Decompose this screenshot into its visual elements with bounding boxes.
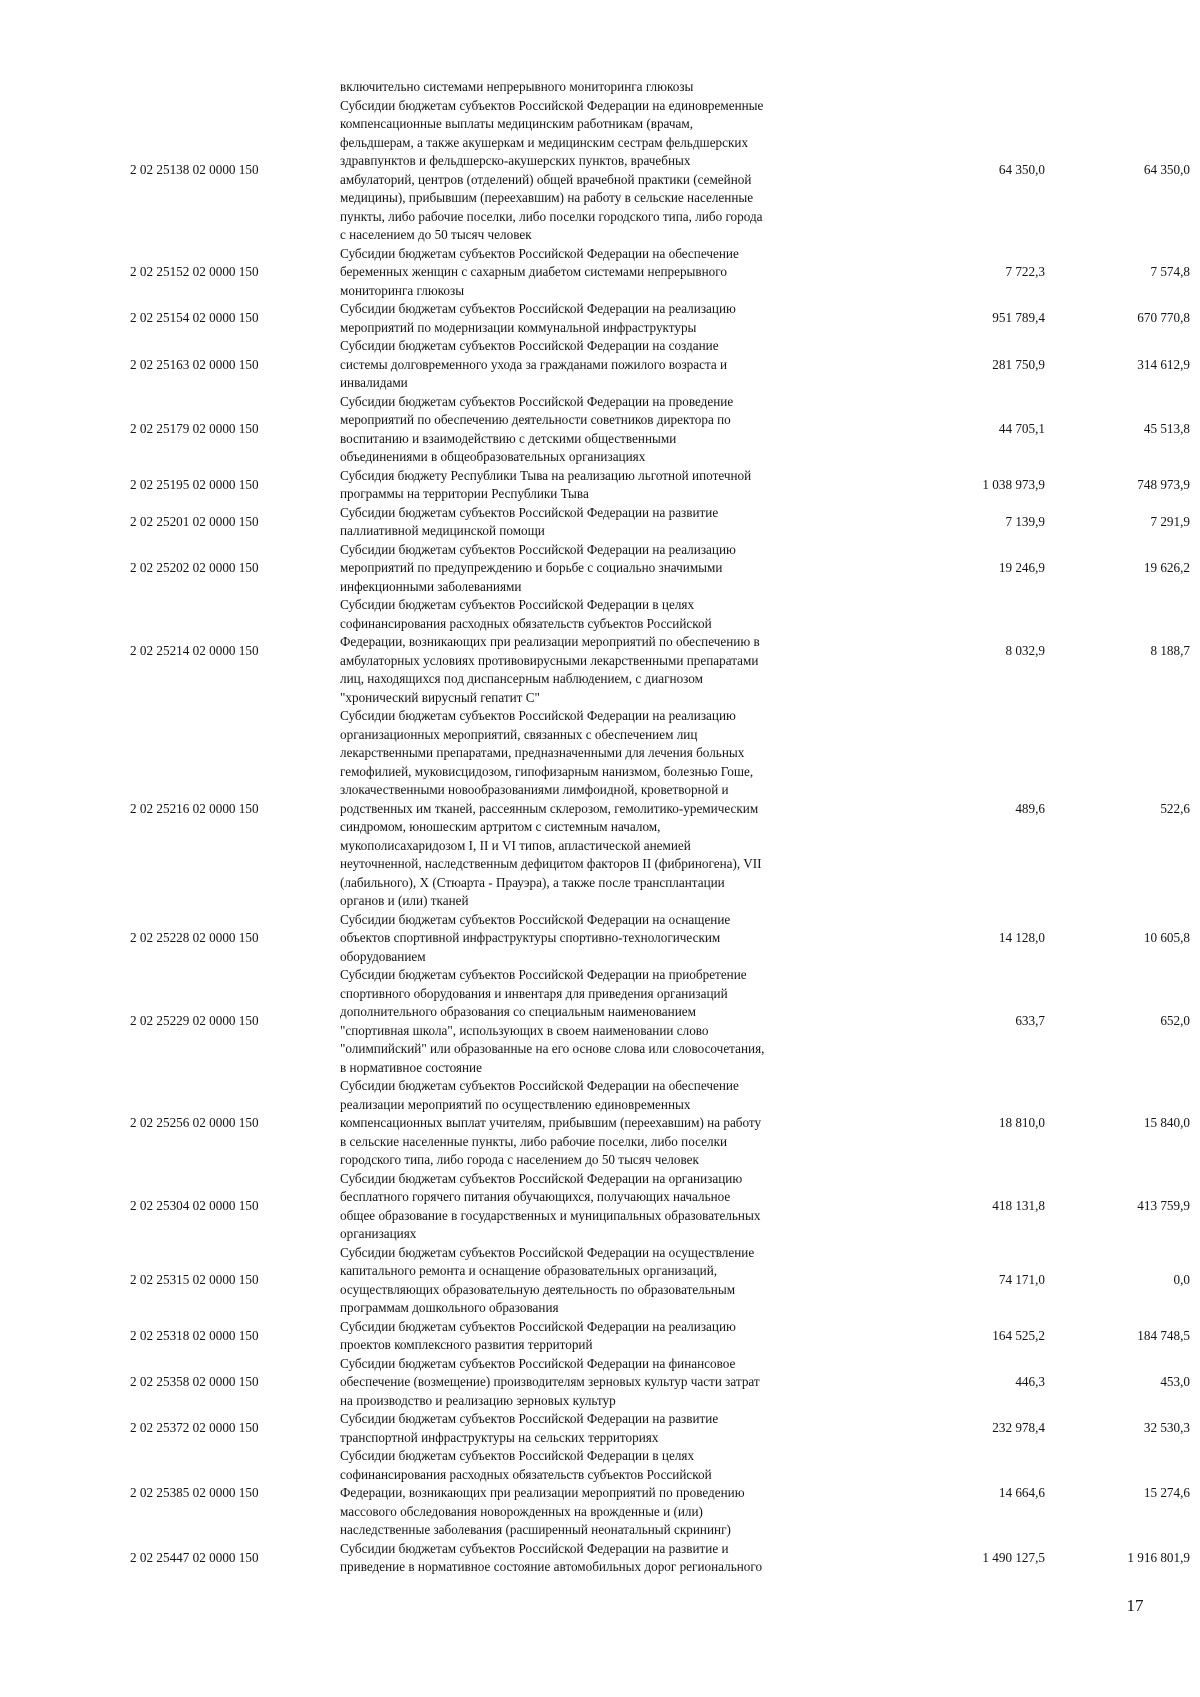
description-line: бесплатного горячего питания обучающихся, получающих начальное [340,1189,731,1204]
description-line: синдромом, юношеским артритом с системным началом, [340,819,661,834]
amount-year-1: 14 664,6 [998,1485,1045,1500]
table-row [130,504,1190,541]
amount-year-2: 1 916 801,9 [1127,1549,1190,1565]
description-line: программы на территории Республики Тыва [340,486,589,501]
amount-year-1: 8 032,9 [1005,643,1045,659]
description-line: объединениями в общеобразовательных организациях [340,449,646,464]
table-row [130,541,1190,597]
description-line: паллиативной медицинской помощи [340,523,545,538]
amount-year-1: 64 350,0 [998,162,1045,178]
budget-code: 2 02 25229 02 0000 150 [130,1013,259,1029]
description-line: Субсидии бюджетам субъектов Российской Федерации на обеспечение [340,1078,739,1093]
description-line: "спортивная школа", использующих в своем наименовании слово [340,1022,709,1038]
description-line: Субсидия бюджету Республики Тыва на реализацию льготной ипотечной [340,467,752,483]
description-line: объектов спортивной инфраструктуры спортивно-технологическим [340,930,721,945]
description-line: наследственные заболевания (расширенный неонатальный скрининг) [340,1522,731,1537]
table-row [130,1410,1190,1447]
description-line: (лабильного), X (Стюарта - Прауэра), а также после трансплантации [340,874,725,890]
description-line: родственных им тканей, рассеянным склерозом, гемолитико-уремическим [340,800,759,816]
budget-code: 2 02 25256 02 0000 150 [130,1115,259,1130]
description-line: "хронический вирусный гепатит С" [340,689,540,705]
description-line: Субсидии бюджетам субъектов Российской Федерации на проведение [340,393,734,409]
page-number: 17 [1126,1596,1144,1615]
description-line: организациях [340,1226,417,1241]
amount-year-2: 0,0 [1173,1272,1190,1288]
amount-year-1: 489,6 [1015,800,1045,816]
description-line: массового обследования новорожденных на врожденные и (или) [340,1503,703,1519]
description-line: Субсидии бюджетам субъектов Российской Федерации на создание [340,338,719,353]
table-row [130,1540,1190,1577]
table-row [130,245,1190,301]
description-line: Федерации, возникающих при реализации мероприятий по обеспечению в [340,634,760,649]
description-line: Субсидии бюджетам субъектов Российской Федерации на реализацию [340,708,736,723]
description-line: мукополисахаридозом I, II и VI типов, апластической анемией [340,837,691,853]
description-line: оборудованием [340,948,426,964]
amount-year-2: 748 973,9 [1137,476,1190,492]
amount-year-1: 7 139,9 [1005,513,1045,529]
description [340,596,900,707]
description [340,78,900,97]
amount-year-1: 418 131,8 [992,1198,1045,1214]
description-line: лиц, находящихся под диспансерным наблюдением, с диагнозом [340,671,703,686]
description-line: Субсидии бюджетам субъектов Российской Федерации на оснащение [340,911,731,927]
amount-year-2: 15 274,6 [1143,1485,1190,1500]
table-row [130,966,1190,1077]
table-row [130,1447,1190,1540]
amount-year-2: 413 759,9 [1137,1198,1190,1214]
amount-year-1: 44 705,1 [998,421,1045,437]
description-line: инвалидами [340,375,408,390]
description-line: приведение в нормативное состояние автомобильных дорог регионального [340,1559,763,1574]
budget-code: 2 02 25202 02 0000 150 [130,560,259,575]
budget-code: 2 02 25201 02 0000 150 [130,513,259,529]
table-row [130,467,1190,504]
budget-code: 2 02 25216 02 0000 150 [130,800,259,816]
amount-year-1: 1 038 973,9 [982,476,1045,492]
amount-year-2: 32 530,3 [1143,1420,1190,1436]
description-line: спортивного оборудования и инвентаря для приведения организаций [340,985,728,1001]
budget-code: 2 02 25195 02 0000 150 [130,476,259,492]
budget-code: 2 02 25358 02 0000 150 [130,1374,259,1389]
description [340,707,900,911]
description-line: Субсидии бюджетам субъектов Российской Федерации на развитие [340,504,719,520]
description-line: Субсидии бюджетам субъектов Российской Федерации на развитие [340,1411,719,1426]
description-line: мероприятий по обеспечению деятельности советников директора по [340,412,731,427]
description [340,1244,900,1318]
description-line: городского типа, либо города с населением до 50 тысяч человек [340,1152,699,1167]
description-line: компенсационных выплат учителям, прибывшим (переехавшим) на работу [340,1115,762,1130]
description-line: Субсидии бюджетам субъектов Российской Федерации на приобретение [340,967,747,982]
description-line: Субсидии бюджетам субъектов Российской Федерации на реализацию [340,1318,736,1334]
description-line: программам дошкольного образования [340,1300,559,1315]
description [340,1077,900,1170]
table-row [130,337,1190,393]
description [340,1318,900,1355]
description [340,97,900,245]
description-line: медицины), прибывшим (переехавшим) на работу в сельские населенные [340,190,754,205]
description-line: обеспечение (возмещение) производителям зерновых культур части затрат [340,1374,760,1389]
description-line: осуществляющих образовательную деятельность по образовательным [340,1281,736,1297]
amount-year-1: 633,7 [1015,1013,1045,1029]
budget-code: 2 02 25304 02 0000 150 [130,1198,259,1214]
description-line: Субсидии бюджетам субъектов Российской Федерации на единовременные [340,97,764,113]
budget-code: 2 02 25152 02 0000 150 [130,264,259,279]
table-row [130,707,1190,911]
table-row [130,1244,1190,1318]
amount-year-1: 164 525,2 [992,1327,1045,1343]
table-row [130,78,1180,97]
description-line: капитального ремонта и оснащение образовательных организаций, [340,1263,718,1278]
description-line: в нормативное состояние [340,1059,482,1075]
amount-year-2: 10 605,8 [1143,930,1190,945]
description-line: Субсидии бюджетам субъектов Российской Федерации на реализацию [340,301,736,316]
description [340,911,900,967]
table-row [130,1170,1190,1244]
description-line: неуточненной, наследственным дефицитом факторов II (фибриногена), VII [340,856,762,871]
description-line: здравпунктов и фельдшерско-акушерских пунктов, врачебных [340,153,691,168]
description-line: включительно системами непрерывного мониторинга глюкозы [340,79,694,94]
description-line: злокачественными новообразованиями лимфоидной, кроветворной и [340,782,729,797]
description-line: Федерации, возникающих при реализации мероприятий по проведению [340,1485,745,1500]
table-row [130,1077,1190,1170]
description-line: мониторинга глюкозы [340,282,465,298]
budget-code: 2 02 25154 02 0000 150 [130,310,259,326]
description-line: фельдшерам, а также акушеркам и медицинским сестрам фельдшерских [340,134,749,150]
description-line: реализации мероприятий по осуществлению единовременных [340,1096,691,1112]
amount-year-1: 232 978,4 [992,1420,1045,1436]
amount-year-2: 45 513,8 [1143,421,1190,437]
description-line: софинансирования расходных обязательств субъектов Российской [340,615,712,631]
description [340,393,900,467]
description [340,541,900,597]
description-line: Субсидии бюджетам субъектов Российской Федерации на реализацию [340,541,736,557]
amount-year-1: 281 750,9 [992,356,1045,372]
description [340,300,900,337]
description-line: Субсидии бюджетам субъектов Российской Федерации в целях [340,1448,695,1463]
description-line: Субсидии бюджетам субъектов Российской Федерации на обеспечение [340,245,739,261]
table-row [130,1318,1190,1355]
description [340,1447,900,1540]
description [340,504,900,541]
budget-code: 2 02 25318 02 0000 150 [130,1327,259,1343]
amount-year-2: 7 574,8 [1150,264,1190,279]
description-line: софинансирования расходных обязательств субъектов Российской [340,1466,712,1482]
amount-year-1: 951 789,4 [992,310,1045,326]
budget-code: 2 02 25447 02 0000 150 [130,1549,259,1565]
table-row [130,1355,1190,1411]
amount-year-2: 15 840,0 [1143,1115,1190,1130]
description [340,1355,900,1411]
budget-code: 2 02 25163 02 0000 150 [130,356,259,372]
table-row [130,97,1190,245]
description [340,966,900,1077]
amount-year-1: 14 128,0 [998,930,1045,945]
description-line: с населением до 50 тысяч человек [340,227,532,242]
table-row [130,393,1190,467]
description-line: Субсидии бюджетам субъектов Российской Федерации на финансовое [340,1355,736,1371]
description [340,1410,900,1447]
table-row [130,300,1190,337]
description-line: амбулаторий, центров (отделений) общей врачебной практики (семейной [340,171,752,187]
description-line: пункты, либо рабочие поселки, либо поселки городского типа, либо города [340,208,763,224]
amount-year-1: 1 490 127,5 [982,1549,1045,1565]
budget-code: 2 02 25214 02 0000 150 [130,643,259,659]
budget-table [130,78,1190,1577]
description-line: "олимпийский" или образованные на его основе слова или словосочетания, [340,1041,765,1056]
budget-code: 2 02 25372 02 0000 150 [130,1420,259,1436]
description-line: компенсационные выплаты медицинским работникам (врачам, [340,116,693,131]
description-line: на производство и реализацию зерновых культур [340,1392,616,1408]
budget-code: 2 02 25315 02 0000 150 [130,1272,259,1288]
description-line: лекарственными препаратами, предназначенными для лечения больных [340,745,745,760]
description-line: инфекционными заболеваниями [340,578,522,594]
amount-year-2: 8 188,7 [1150,643,1190,659]
amount-year-2: 7 291,9 [1150,513,1190,529]
description-line: проектов комплексного развития территорий [340,1337,593,1352]
description-line: воспитанию и взаимодействию с детскими общественными [340,430,677,446]
amount-year-2: 652,0 [1160,1013,1190,1029]
description-line: Субсидии бюджетам субъектов Российской Федерации на развитие и [340,1540,729,1556]
amount-year-1: 18 810,0 [998,1115,1045,1130]
description-line: транспортной инфраструктуры на сельских территориях [340,1429,659,1445]
description-line: дополнительного образования со специальным наименованием [340,1004,696,1019]
amount-year-2: 670 770,8 [1137,310,1190,326]
description-line: мероприятий по модернизации коммунальной инфраструктуры [340,319,697,335]
description-line: Субсидии бюджетам субъектов Российской Федерации на организацию [340,1170,743,1186]
description [340,467,900,504]
description-line: гемофилией, муковисцидозом, гипофизарным нанизмом, болезнью Гоше, [340,763,754,779]
description-line: общее образование в государственных и муниципальных образовательных [340,1207,761,1223]
amount-year-1: 74 171,0 [998,1272,1045,1288]
amount-year-1: 7 722,3 [1005,264,1045,279]
description-line: системы долговременного ухода за гражданами пожилого возраста и [340,356,728,372]
description-line: органов и (или) тканей [340,893,469,908]
amount-year-1: 19 246,9 [998,560,1045,575]
description-line: Субсидии бюджетам субъектов Российской Федерации в целях [340,597,695,612]
table-row [130,911,1190,967]
description-line: организационных мероприятий, связанных с обеспечением лиц [340,726,698,742]
description-line: в сельские населенные пункты, либо рабочие поселки, либо поселки [340,1133,728,1149]
budget-code: 2 02 25228 02 0000 150 [130,930,259,945]
description [340,337,900,393]
table-row [130,596,1190,707]
amount-year-2: 184 748,5 [1137,1327,1190,1343]
description [340,1540,900,1577]
budget-code: 2 02 25138 02 0000 150 [130,162,259,178]
amount-year-1: 446,3 [1015,1374,1045,1389]
budget-code: 2 02 25385 02 0000 150 [130,1485,259,1500]
description [340,245,900,301]
description-line: беременных женщин с сахарным диабетом системами непрерывного [340,264,727,279]
amount-year-2: 19 626,2 [1143,560,1190,575]
description-line: амбулаторных условиях противовирусными лекарственными препаратами [340,652,759,668]
amount-year-2: 453,0 [1160,1374,1190,1389]
budget-code: 2 02 25179 02 0000 150 [130,421,259,437]
description [340,1170,900,1244]
amount-year-2: 314 612,9 [1137,356,1190,372]
amount-year-2: 64 350,0 [1143,162,1190,178]
description-line: мероприятий по предупреждению и борьбе с социально значимыми [340,560,723,575]
description-line: Субсидии бюджетам субъектов Российской Федерации на осуществление [340,1244,755,1260]
amount-year-2: 522,6 [1160,800,1190,816]
